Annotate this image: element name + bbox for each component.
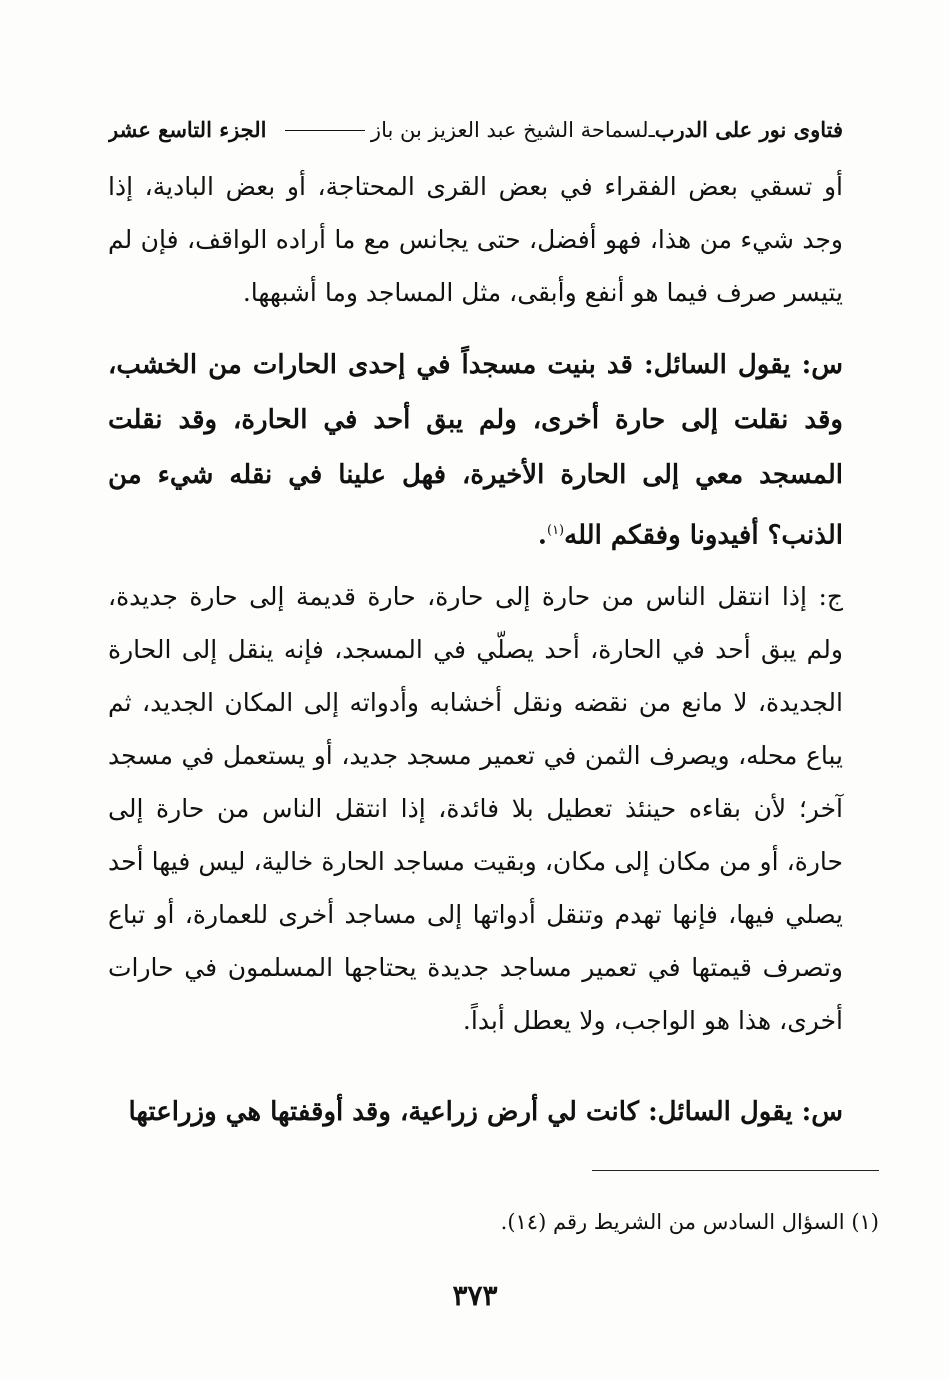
question-1 [108,338,843,564]
book-title: فتاوى نور على الدرب [654,117,843,142]
answer-1: ج: إذا انتقل الناس من حارة إلى حارة، حارة قديمة إلى حارة جديدة، ولم يبق أحد في الحارة، أحد يصلّي في المسجد، فإنه ينقل إلى الحارة الجديدة، لا مانع من نقضه ونقل أخشابه وأدواته إلى المكان الجديد، ثم يباع محله، ويصرف الثمن في تعمير مسجد جديد، أو يستعمل في مسجد آخر؛ لأن بقاءه حينئذ تعطيل بلا فائدة، إذا انتقل الناس من حارة إلى حارة، أو من مكان إلى مكان، وبقيت مساجد الحارة خالية، ليس فيها أحد يصلي فيها، فإنها تهدم وتنقل أدواتها إلى مساجد أخرى للعمارة، أو تباع وتصرف قيمتها في تعمير مساجد جديدة يحتاجها المسلمون في حارات أخرى، هذا هو الواجب، ولا يعطل أبداً. [108,582,843,1035]
running-header [108,112,843,148]
volume-label: الجزء التاسع عشر [108,117,267,142]
header-separator: ـ [648,118,655,142]
footnote: (١) السؤال السادس من الشريط رقم (١٤). [500,1210,879,1234]
footnote-divider [592,1170,879,1171]
question-1-text: س: يقول السائل: قد بنيت مسجداً في إحدى الحارات من الخشب، وقد نقلت إلى حارة أخرى، ولم يبق أحد في الحارة، وقد نقلت المسجد معي إلى الحارة الأخيرة، فهل علينا في نقله شيء من الذنب؟ أفيدونا وفقكم الله [108,350,843,551]
paragraph-continuation: أو تسقي بعض الفقراء في بعض القرى المحتاجة، أو بعض البادية، إذا وجد شيء من هذا، فهو أفضل، حتى يجانس مع ما أراده الواقف، فإن لم يتيسر صرف فيما هو أنفع وأبقى، مثل المساجد وما أشبهها. [108,172,843,307]
question-2: س: يقول السائل: كانت لي أرض زراعية، وقد أوقفتها هي وزراعتها [128,1097,843,1127]
question-1-end: . [537,520,547,551]
footnote-mark: (١) [546,523,565,538]
author-name: لسماحة الشيخ عبد العزيز بن باز [370,118,649,142]
header-rule [285,112,365,131]
page-number: ٣٧٣ [452,1279,498,1312]
